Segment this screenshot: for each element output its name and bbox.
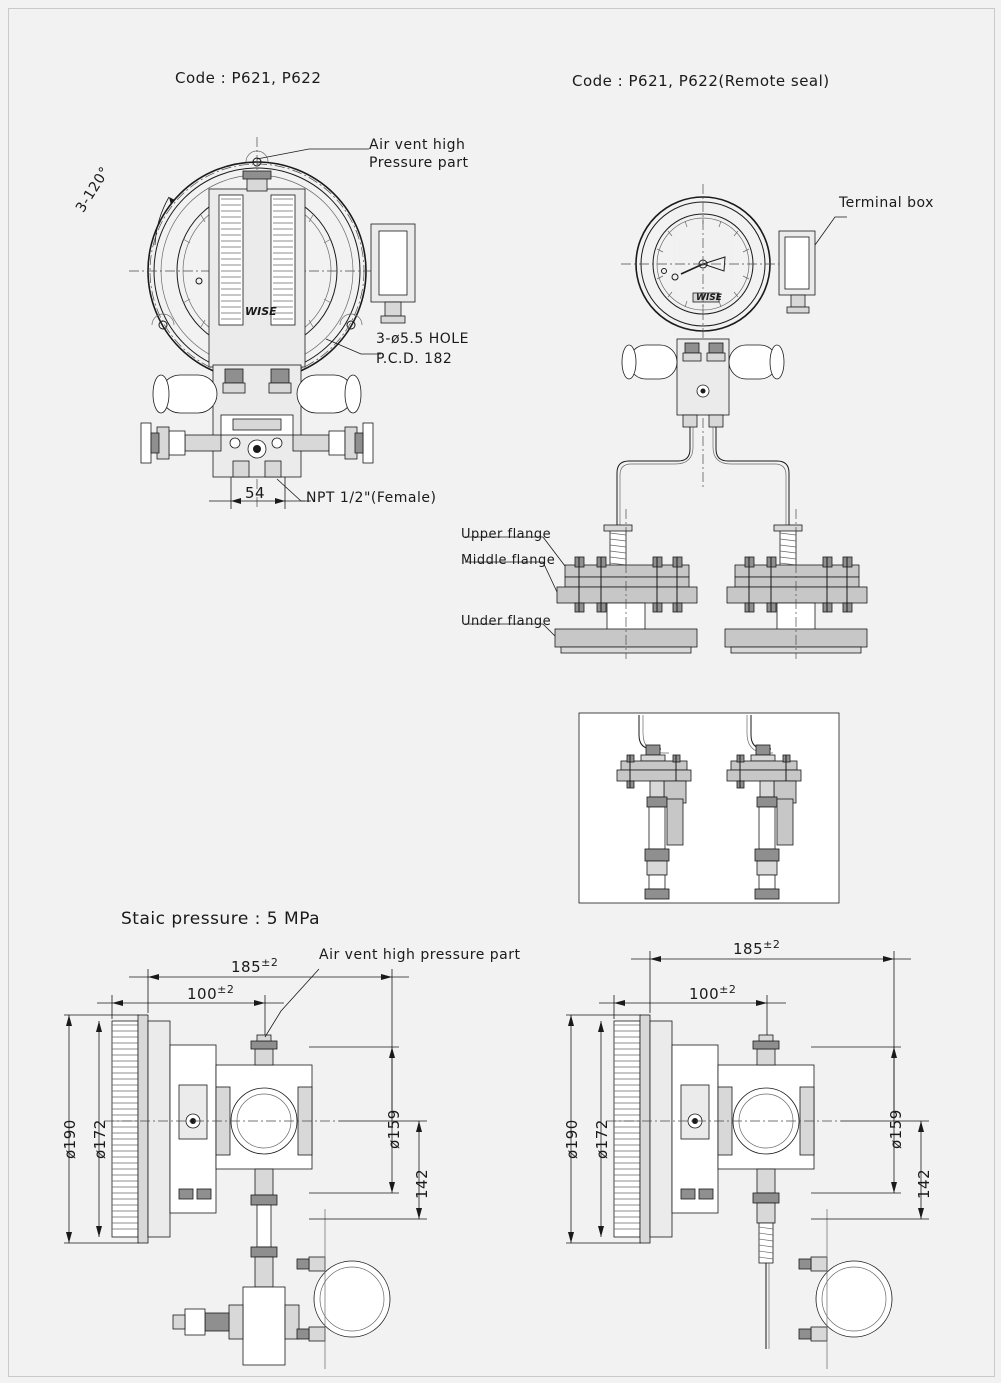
seal-flange-assembly-right xyxy=(725,509,867,659)
brand-mark-left: WISE xyxy=(245,305,277,318)
side-view-left xyxy=(64,969,427,1369)
seal-flange-assembly-left xyxy=(555,509,697,659)
dim-dia-190-left: ø190 xyxy=(61,1119,79,1159)
label-hole-note: 3-ø5.5 HOLE xyxy=(376,331,469,347)
technical-drawing-canvas xyxy=(9,9,994,1376)
label-air-vent-high-pressure-part: Air vent high pressure part xyxy=(319,947,521,963)
brand-mark-right: WISE xyxy=(696,293,722,303)
label-npt-note: NPT 1/2"(Female) xyxy=(306,490,437,506)
dim-dia-159-left: ø159 xyxy=(385,1109,403,1149)
dim-dia-172-right: ø172 xyxy=(593,1119,611,1159)
dim-100-right: $100^{\pm 2}$ xyxy=(689,983,737,1003)
dim-dia-190-right: ø190 xyxy=(563,1119,581,1159)
label-angle-3-120: 3-120° xyxy=(73,164,114,216)
dim-100-left: $100^{\pm 2}$ xyxy=(187,983,235,1003)
label-under-flange: Under flange xyxy=(461,614,552,629)
dim-dia-159-right: ø159 xyxy=(887,1109,905,1149)
dim-185-right: $185^{\pm 2}$ xyxy=(733,938,781,958)
gauge-front-left xyxy=(129,137,415,509)
label-pcd-note: P.C.D. 182 xyxy=(376,351,453,367)
title-left: Code : P621, P622 xyxy=(175,69,322,87)
label-static-pressure: Staic pressure : 5 MPa xyxy=(121,909,321,929)
label-middle-flange: Middle flange xyxy=(461,553,556,568)
dim-dia-172-left: ø172 xyxy=(91,1119,109,1159)
label-dim-54: 54 xyxy=(245,484,266,502)
label-pressure-part: Pressure part xyxy=(369,155,469,171)
side-view-right xyxy=(566,951,929,1369)
drawing-sheet xyxy=(8,8,995,1377)
dim-185-left: $185^{\pm 2}$ xyxy=(231,956,279,976)
dim-142-left: 142 xyxy=(413,1168,431,1199)
dim-142-right: 142 xyxy=(915,1168,933,1199)
title-right: Code : P621, P622(Remote seal) xyxy=(572,72,830,90)
detail-inset-box xyxy=(579,713,839,903)
gauge-front-right xyxy=(617,184,847,529)
label-upper-flange: Upper flange xyxy=(461,527,552,542)
label-terminal-box: Terminal box xyxy=(839,195,934,211)
label-air-vent-high: Air vent high xyxy=(369,137,466,153)
